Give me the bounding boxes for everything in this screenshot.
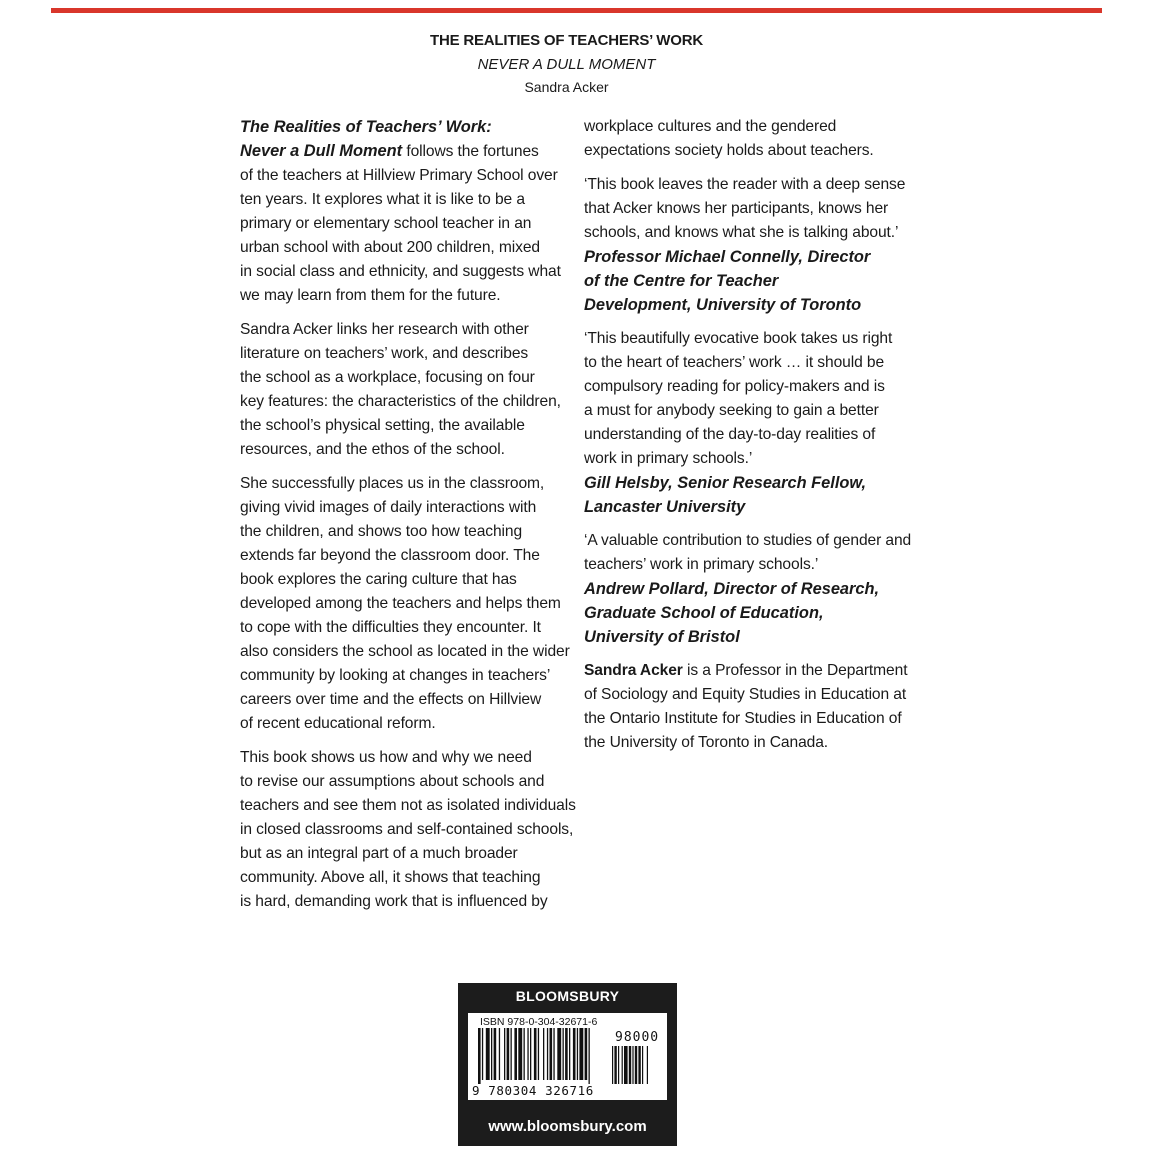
text-line: literature on teachers’ work, and describes [240, 345, 529, 362]
text-line: of the teachers at Hillview Primary School over [240, 167, 558, 184]
quote-attribution: Andrew Pollard, Director of Research, [584, 580, 880, 598]
quote-line: a must for anybody seeking to gain a better [584, 402, 879, 419]
bio-first-line-rest: is a Professor in the Department [682, 662, 908, 679]
intro-title-emphasis: Never a Dull Moment [240, 142, 403, 160]
review-quote-2 [584, 327, 914, 519]
text-line: the Ontario Institute for Studies in Education of [584, 710, 902, 727]
bio-first-line [584, 659, 914, 683]
quote-line: that Acker knows her participants, knows her [584, 200, 889, 217]
text-line: developed among the teachers and helps them [240, 595, 561, 612]
text-line: careers over time and the effects on Hillview [240, 691, 542, 708]
text-line: community. Above all, it shows that teaching [240, 869, 541, 886]
text-line: She successfully places us in the classroom, [240, 475, 545, 492]
bio-author-name: Sandra Acker [584, 662, 683, 679]
quote-line: teachers’ work in primary schools.’ [584, 556, 819, 573]
isbn-number: ISBN 978-0-304-32671-6 [480, 1016, 598, 1028]
text-line: the school’s physical setting, the available [240, 417, 525, 434]
quote-attribution: Graduate School of Education, [584, 604, 824, 622]
quote-attribution: Lancaster University [584, 498, 746, 516]
text-line: resources, and the ethos of the school. [240, 441, 505, 458]
book-title: THE REALITIES OF TEACHERS’ WORK [430, 32, 703, 49]
book-subtitle: NEVER A DULL MOMENT [477, 56, 656, 73]
quote-line: ‘This beautifully evocative book takes us right [584, 330, 893, 347]
text-line: the school as a workplace, focusing on four [240, 369, 535, 386]
right-text-column [584, 115, 914, 765]
research-paragraph [240, 318, 560, 462]
text-line: Sandra Acker links her research with other [240, 321, 529, 338]
text-line: workplace cultures and the gendered [584, 118, 837, 135]
text-line: giving vivid images of daily interactions with [240, 499, 537, 516]
text-line: to revise our assumptions about schools and [240, 773, 545, 790]
barcode-block [458, 983, 677, 1146]
quote-line: ‘This book leaves the reader with a deep sense [584, 176, 906, 193]
quote-attribution: University of Bristol [584, 628, 740, 646]
ean-digits: 9 780304 326716 [472, 1083, 594, 1098]
intro-paragraph [240, 115, 560, 308]
top-accent-rule [51, 8, 1102, 13]
classroom-paragraph [240, 472, 570, 736]
quote-attribution: of the Centre for Teacher [584, 272, 779, 290]
text-line: of Sociology and Equity Studies in Education at [584, 686, 907, 703]
text-line: This book shows us how and why we need [240, 749, 532, 766]
text-line: ten years. It explores what it is like to be a [240, 191, 525, 208]
intro-line-2-rest: follows the fortunes [402, 143, 539, 160]
book-header [0, 31, 1133, 97]
text-line: community by looking at changes in teachers’ [240, 667, 551, 684]
text-line: key features: the characteristics of the children, [240, 393, 561, 410]
quote-attribution: Professor Michael Connelly, Director [584, 248, 871, 266]
publisher-website: www.bloomsbury.com [488, 1118, 647, 1135]
barcode-panel [468, 1013, 667, 1100]
text-line: teachers and see them not as isolated individuals [240, 797, 576, 814]
summary-paragraph [240, 746, 576, 914]
continued-paragraph [584, 115, 914, 163]
review-quote-1 [584, 173, 914, 317]
text-line: but as an integral part of a much broader [240, 845, 518, 862]
quote-line: compulsory reading for policy-makers and is [584, 378, 885, 395]
text-line: of recent educational reform. [240, 715, 436, 732]
text-line: primary or elementary school teacher in an [240, 215, 532, 232]
text-line: is hard, demanding work that is influenced by [240, 893, 548, 910]
text-line: book explores the caring culture that has [240, 571, 517, 588]
quote-line: ‘A valuable contribution to studies of gender and [584, 532, 912, 549]
author-bio [584, 659, 914, 755]
book-author: Sandra Acker [524, 79, 609, 95]
text-line: in closed classrooms and self-contained schools, [240, 821, 574, 838]
text-line: the University of Toronto in Canada. [584, 734, 829, 751]
price-code: 98000 [615, 1030, 660, 1045]
text-line: to cope with the difficulties they encounter. It [240, 619, 541, 636]
text-line: expectations society holds about teachers. [584, 142, 874, 159]
quote-line: schools, and knows what she is talking about.’ [584, 224, 899, 241]
quote-line: work in primary schools.’ [584, 450, 753, 467]
text-line: also considers the school as located in the wider [240, 643, 570, 660]
left-text-column [240, 115, 576, 924]
text-line: in social class and ethnicity, and suggests what [240, 263, 561, 280]
quote-attribution: Development, University of Toronto [584, 296, 862, 314]
text-line: extends far beyond the classroom door. The [240, 547, 540, 564]
text-line: the children, and shows too how teaching [240, 523, 523, 540]
publisher-name: BLOOMSBURY [515, 988, 620, 1004]
intro-title-line-1: The Realities of Teachers’ Work: [240, 118, 492, 136]
text-line: we may learn from them for the future. [240, 287, 501, 304]
intro-title-line-2 [240, 139, 560, 164]
text-line: urban school with about 200 children, mixed [240, 239, 540, 256]
quote-attribution: Gill Helsby, Senior Research Fellow, [584, 474, 867, 492]
quote-line: to the heart of teachers’ work … it should be [584, 354, 885, 371]
quote-line: understanding of the day-to-day realities of [584, 426, 876, 443]
review-quote-3 [584, 529, 914, 649]
